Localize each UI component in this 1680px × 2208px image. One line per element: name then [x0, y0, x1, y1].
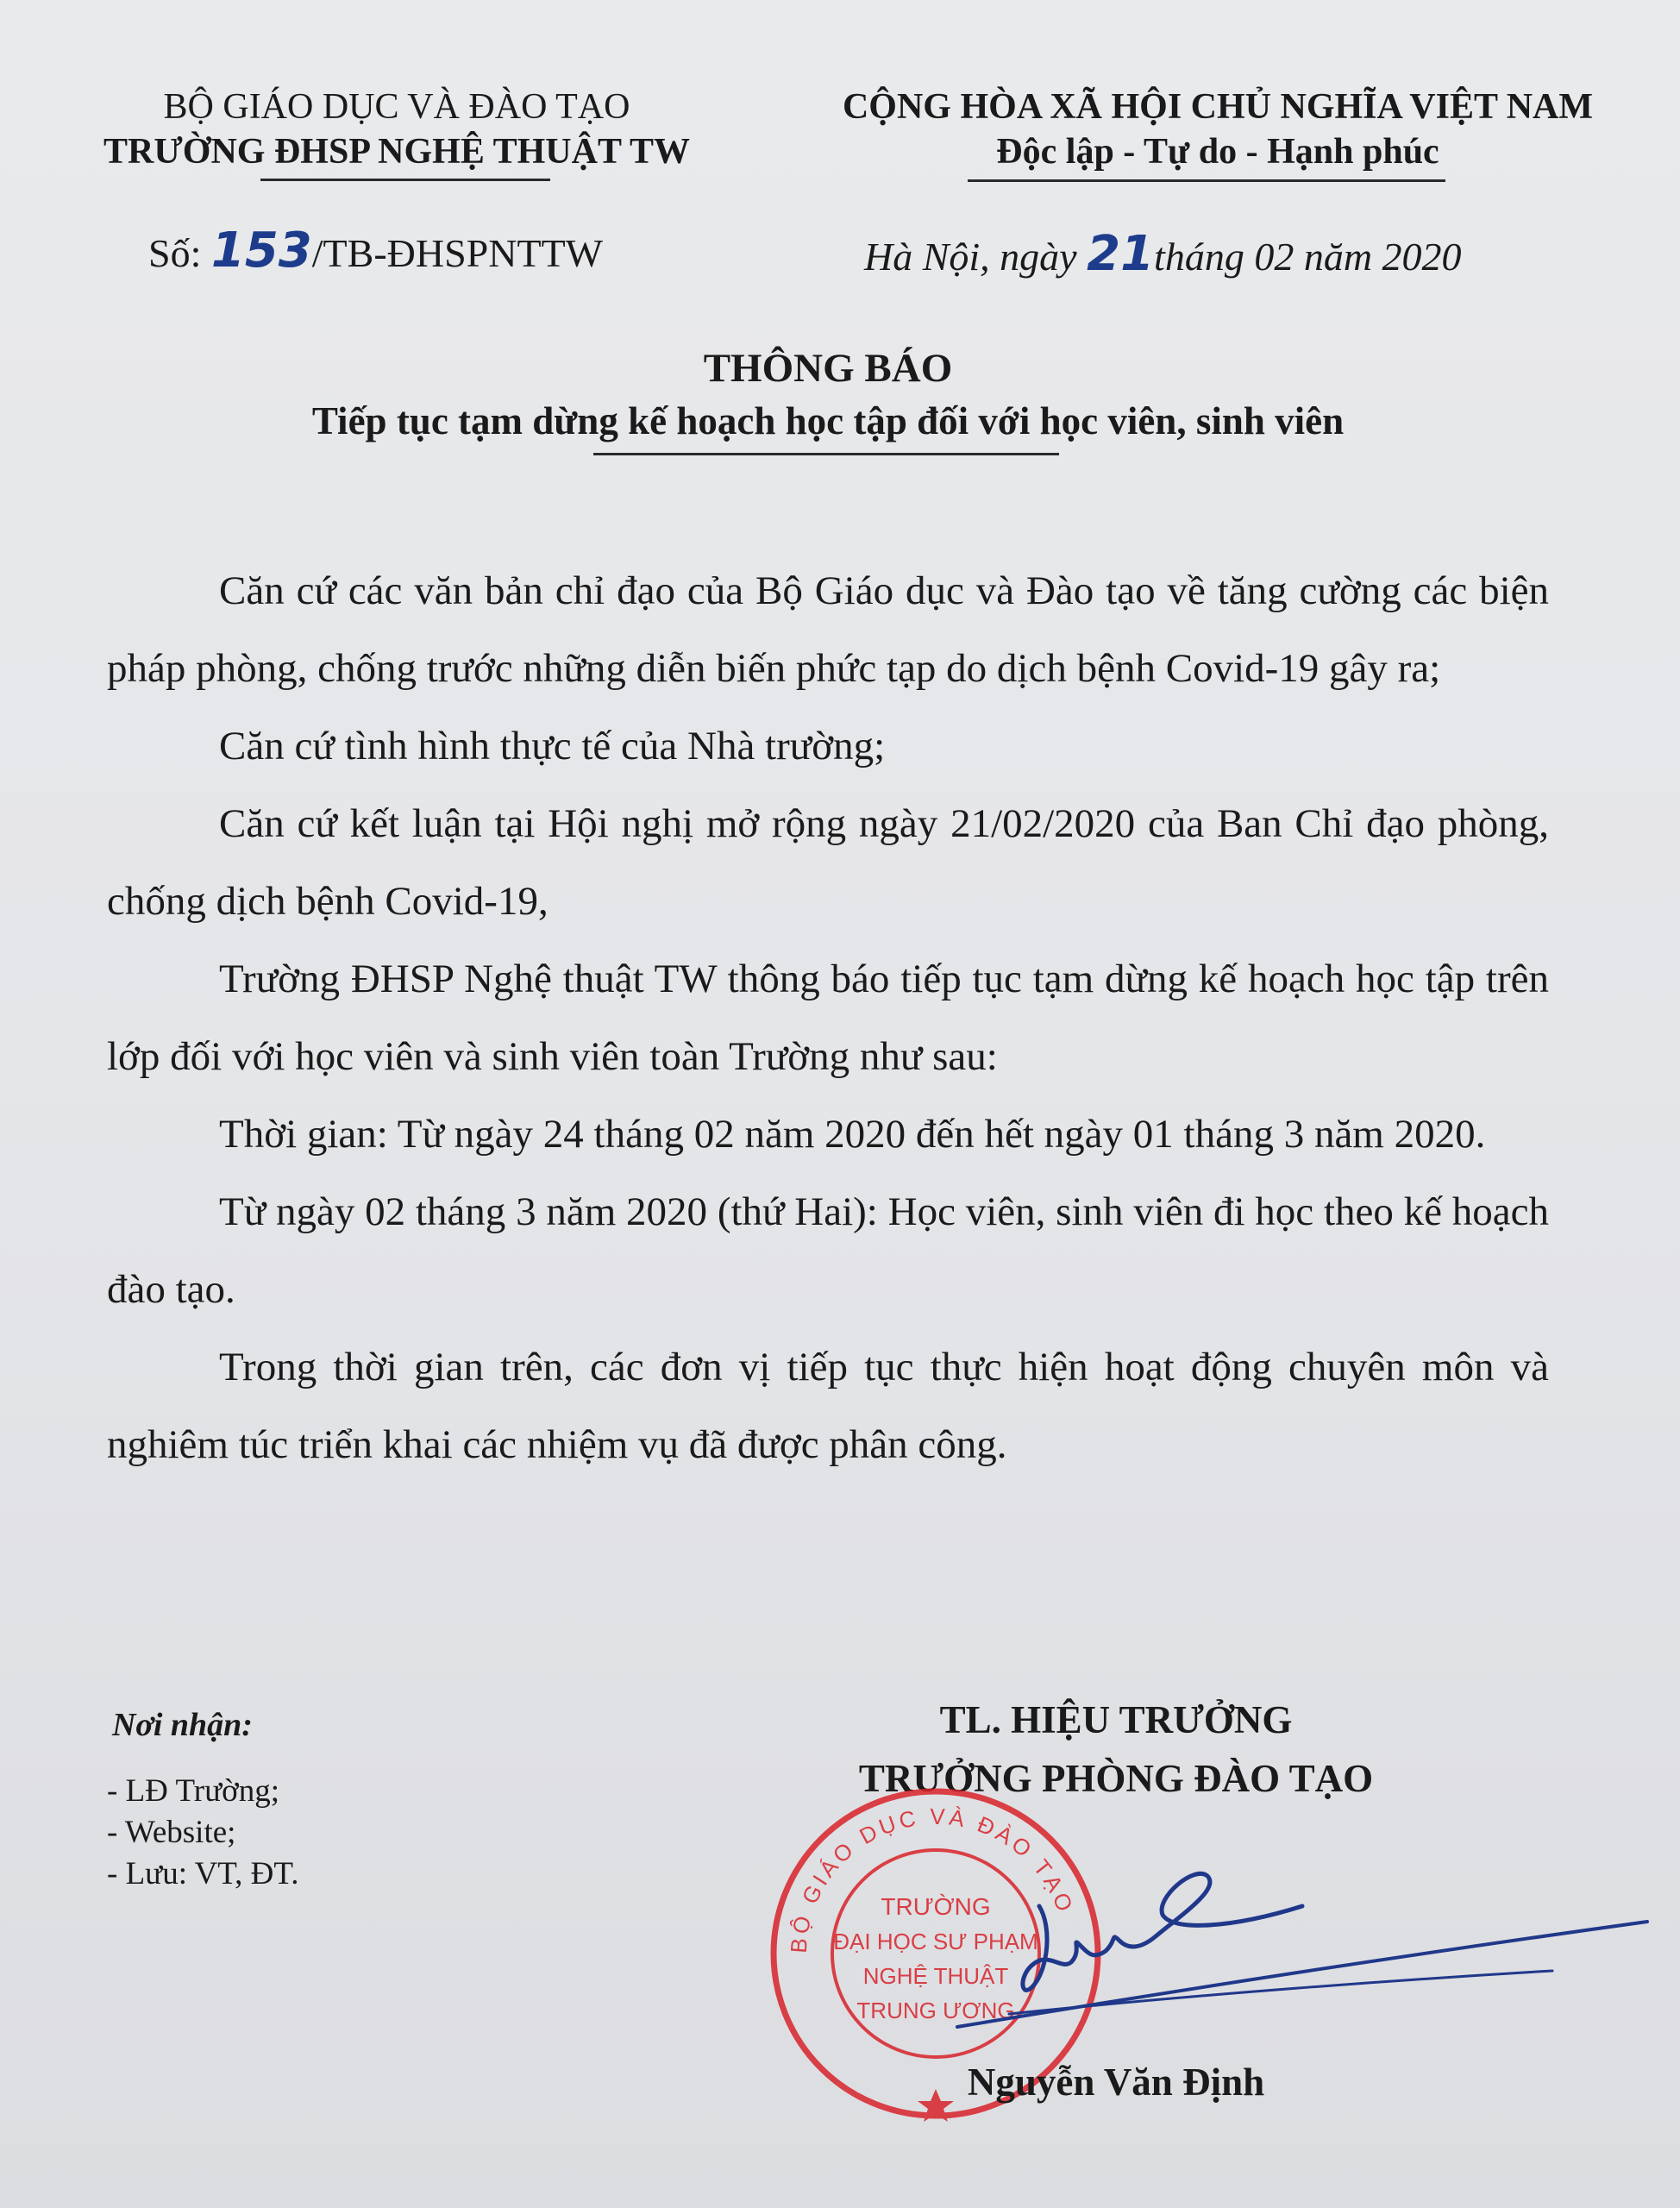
number-handwritten: 153	[210, 223, 312, 279]
date-prefix: Hà Nội, ngày	[864, 235, 1077, 279]
number-label: Số:	[148, 231, 202, 275]
document-date	[864, 226, 1462, 282]
seal-line: ĐẠI HỌC SƯ PHẠM	[833, 1929, 1038, 1954]
body-paragraph: Căn cứ các văn bản chỉ đạo của Bộ Giáo dục và Đào tạo về tăng cường các biện pháp phòng, chống trước những diễn biến phức tạp do dịch bệnh Covid-19 gây ra;	[107, 568, 1549, 691]
body-paragraph: Từ ngày 02 tháng 3 năm 2020 (thứ Hai): Học viên, sinh viên đi học theo kế hoạch đào tạo.	[107, 1189, 1549, 1312]
seal-line: TRƯỜNG	[881, 1893, 991, 1920]
signature-title: TRƯỞNG PHÒNG ĐÀO TẠO	[858, 1757, 1374, 1800]
document-title: THÔNG BÁO	[703, 346, 953, 391]
school-underline	[260, 179, 550, 181]
national-motto: Độc lập - Tự do - Hạnh phúc	[996, 132, 1439, 172]
seal-line: TRUNG ƯƠNG	[856, 1998, 1015, 2023]
document-body	[107, 552, 1549, 1484]
signer-name: Nguyễn Văn Định	[967, 2061, 1265, 2104]
body-paragraph: Trong thời gian trên, các đơn vị tiếp tục thực hiện hoạt động chuyên môn và nghiêm túc triển khai các nhiệm vụ đã được phân công.	[107, 1345, 1549, 1467]
document-number	[148, 223, 603, 279]
recipient-item: - Lưu: VT, ĐT.	[107, 1856, 299, 1891]
recipients-heading: Nơi nhận:	[112, 1707, 253, 1743]
number-suffix: /TB-ĐHSPNTTW	[311, 231, 604, 275]
body-paragraph: Căn cứ tình hình thực tế của Nhà trường;	[219, 724, 886, 768]
body-paragraph: Trường ĐHSP Nghệ thuật TW thông báo tiếp tục tạm dừng kế hoạch học tập trên lớp đối với học viên và sinh viên toàn Trường như sau:	[107, 957, 1549, 1079]
seal-ring-text: BỘ GIÁO DỤC VÀ ĐÀO TẠO	[785, 1803, 1080, 1954]
seal-line: NGHỆ THUẬT	[862, 1963, 1009, 1989]
recipient-item: - Website;	[107, 1815, 236, 1850]
date-suffix: tháng 02 năm 2020	[1154, 235, 1462, 279]
motto-underline	[968, 179, 1445, 182]
ministry-name: BỘ GIÁO DỤC VÀ ĐÀO TẠO	[163, 87, 630, 127]
body-paragraph: Thời gian: Từ ngày 24 tháng 02 năm 2020 đến hết ngày 01 tháng 3 năm 2020.	[219, 1112, 1486, 1157]
country-name: CỘNG HÒA XÃ HỘI CHỦ NGHĨA VIỆT NAM	[842, 87, 1594, 127]
signature-authority: TL. HIỆU TRƯỞNG	[939, 1698, 1293, 1741]
school-name: TRƯỜNG ĐHSP NGHỆ THUẬT TW	[103, 132, 690, 172]
date-day-handwritten: 21	[1087, 226, 1155, 282]
subtitle-underline	[593, 453, 1059, 455]
body-paragraph: Căn cứ kết luận tại Hội nghị mở rộng ngày 21/02/2020 của Ban Chỉ đạo phòng, chống dịch bệnh Covid-19,	[107, 801, 1549, 924]
document-subtitle: Tiếp tục tạm dừng kế hoạch học tập đối với học viên, sinh viên	[311, 399, 1345, 442]
recipient-item: - LĐ Trường;	[107, 1773, 279, 1809]
